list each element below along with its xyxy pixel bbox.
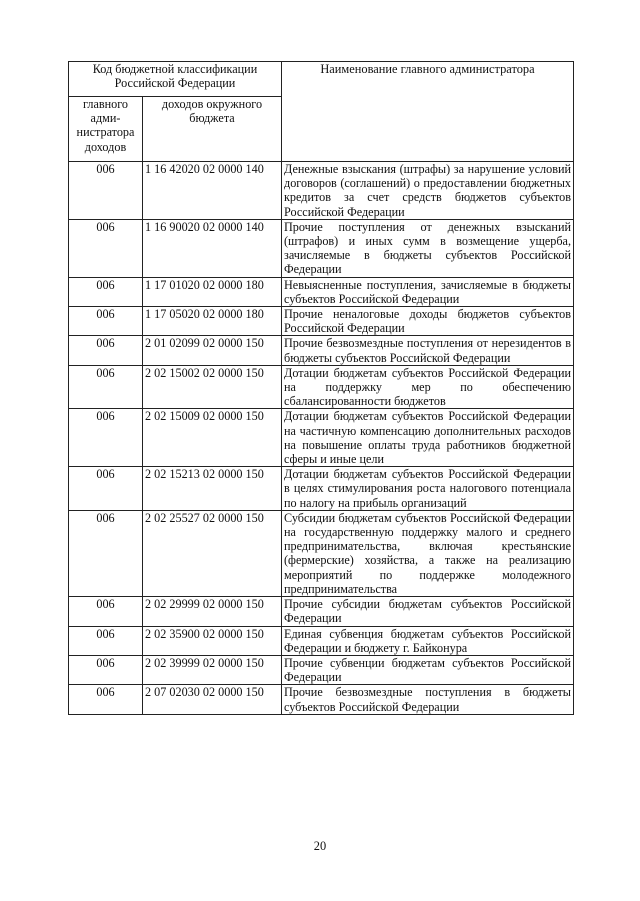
administrator-name-cell: Невыясненные поступления, зачисляемые в бюджеты субъектов Российской Федерации bbox=[282, 277, 574, 306]
admin-code-cell: 006 bbox=[69, 510, 143, 596]
admin-code-cell: 006 bbox=[69, 162, 143, 220]
table-row bbox=[69, 365, 574, 409]
admin-code-cell: 006 bbox=[69, 307, 143, 336]
table-row bbox=[69, 597, 574, 626]
income-code-cell: 2 02 25527 02 0000 150 bbox=[143, 510, 282, 596]
administrator-name-cell: Единая субвенция бюджетам субъектов Российской Федерации и бюджету г. Байконура bbox=[282, 626, 574, 655]
income-code-cell: 1 17 05020 02 0000 180 bbox=[143, 307, 282, 336]
income-code-cell: 2 02 35900 02 0000 150 bbox=[143, 626, 282, 655]
admin-code-cell: 006 bbox=[69, 597, 143, 626]
income-code-cell: 2 02 15002 02 0000 150 bbox=[143, 365, 282, 409]
admin-code-cell: 006 bbox=[69, 365, 143, 409]
header-district-budget-income: доходов окружного бюджета bbox=[143, 97, 282, 162]
table-body bbox=[69, 162, 574, 715]
administrator-name-cell: Прочие субсидии бюджетам субъектов Российской Федерации bbox=[282, 597, 574, 626]
administrator-name-cell: Прочие безвозмездные поступления от нерезидентов в бюджеты субъектов Российской Федерации bbox=[282, 336, 574, 365]
income-code-cell: 2 02 15213 02 0000 150 bbox=[143, 467, 282, 511]
table-row bbox=[69, 277, 574, 306]
table-row bbox=[69, 162, 574, 220]
table-row bbox=[69, 685, 574, 714]
header-administrator-name: Наименование главного администратора bbox=[282, 62, 574, 162]
admin-code-cell: 006 bbox=[69, 219, 143, 277]
income-code-cell: 2 01 02099 02 0000 150 bbox=[143, 336, 282, 365]
administrator-name-cell: Дотации бюджетам субъектов Российской Федерации на поддержку мер по обеспечению сбалансированности бюджетов bbox=[282, 365, 574, 409]
header-main-administrator: главного адми-нистратора доходов bbox=[69, 97, 143, 162]
admin-code-cell: 006 bbox=[69, 626, 143, 655]
page-number: 20 bbox=[313, 839, 327, 853]
administrator-name-cell: Денежные взыскания (штрафы) за нарушение условий договоров (соглашений) о предоставлении бюджетных кредитов за счет средств бюджетов субъектов Российской Федерации bbox=[282, 162, 574, 220]
income-code-cell: 1 16 90020 02 0000 140 bbox=[143, 219, 282, 277]
administrator-name-cell: Прочие неналоговые доходы бюджетов субъектов Российской Федерации bbox=[282, 307, 574, 336]
table-row bbox=[69, 510, 574, 596]
header-classification-code: Код бюджетной классификации Российской Федерации bbox=[69, 62, 282, 97]
administrator-name-cell: Прочие безвозмездные поступления в бюджеты субъектов Российской Федерации bbox=[282, 685, 574, 714]
budget-classification-table bbox=[68, 61, 574, 715]
income-code-cell: 1 17 01020 02 0000 180 bbox=[143, 277, 282, 306]
table-header-row bbox=[69, 62, 574, 97]
administrator-name-cell: Прочие субвенции бюджетам субъектов Российской Федерации bbox=[282, 655, 574, 684]
table-row bbox=[69, 626, 574, 655]
administrator-name-cell: Дотации бюджетам субъектов Российской Федерации в целях стимулирования роста налогового потенциала по налогу на прибыль организаций bbox=[282, 467, 574, 511]
table-row bbox=[69, 336, 574, 365]
income-code-cell: 2 02 39999 02 0000 150 bbox=[143, 655, 282, 684]
admin-code-cell: 006 bbox=[69, 655, 143, 684]
admin-code-cell: 006 bbox=[69, 685, 143, 714]
administrator-name-cell: Субсидии бюджетам субъектов Российской Федерации на государственную поддержку малого и среднего предпринимательства, включая крестьянские (фермерские) хозяйства, а также на реализацию мероприятий по поддержке молодежного предпринимательства bbox=[282, 510, 574, 596]
table-row bbox=[69, 307, 574, 336]
administrator-name-cell: Дотации бюджетам субъектов Российской Федерации на частичную компенсацию дополнительных расходов на повышение оплаты труда работников бюджетной сферы и иные цели bbox=[282, 409, 574, 467]
admin-code-cell: 006 bbox=[69, 336, 143, 365]
table-row bbox=[69, 467, 574, 511]
table-row bbox=[69, 655, 574, 684]
income-code-cell: 1 16 42020 02 0000 140 bbox=[143, 162, 282, 220]
admin-code-cell: 006 bbox=[69, 467, 143, 511]
table-row bbox=[69, 219, 574, 277]
income-code-cell: 2 02 15009 02 0000 150 bbox=[143, 409, 282, 467]
admin-code-cell: 006 bbox=[69, 277, 143, 306]
table-row bbox=[69, 409, 574, 467]
income-code-cell: 2 02 29999 02 0000 150 bbox=[143, 597, 282, 626]
income-code-cell: 2 07 02030 02 0000 150 bbox=[143, 685, 282, 714]
admin-code-cell: 006 bbox=[69, 409, 143, 467]
administrator-name-cell: Прочие поступления от денежных взысканий (штрафов) и иных сумм в возмещение ущерба, зачисляемые в бюджеты субъектов Российской Федерации bbox=[282, 219, 574, 277]
